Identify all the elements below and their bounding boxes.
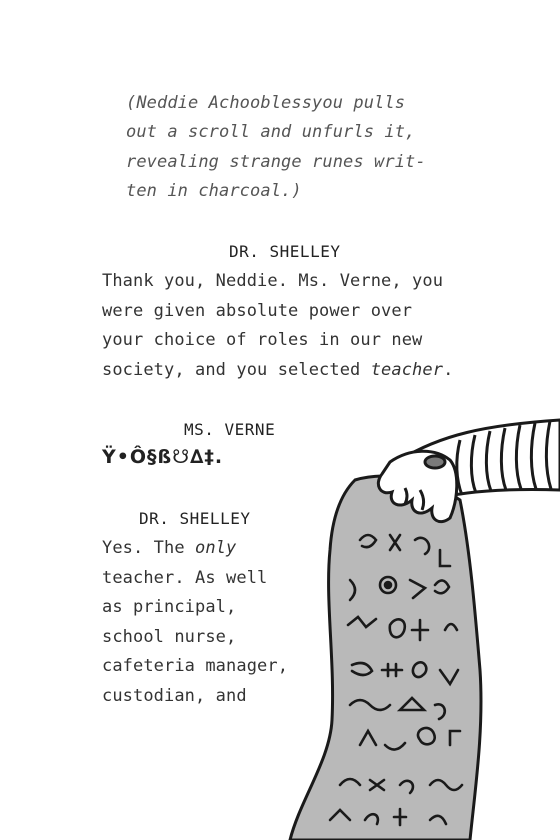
scroll-illustration (270, 400, 560, 840)
emphasis-word: teacher (370, 360, 444, 380)
speaker-name: DR. SHELLEY (139, 509, 251, 528)
dialog-line: as principal, (102, 597, 237, 617)
scroll-parchment (290, 476, 481, 840)
dialog-line: custodian, and (102, 686, 247, 706)
dialog-line: teacher. As well (102, 568, 268, 588)
speaker-name: MS. VERNE (184, 420, 276, 439)
dialog-line (102, 538, 236, 558)
rune-text: Ÿ•Ô§ß☋∆‡. (102, 446, 224, 468)
stage-direction-line: revealing strange runes writ- (126, 152, 426, 172)
dialog-text: . (443, 360, 454, 380)
stage-direction-line: (Neddie Achooblessyou pulls (126, 93, 406, 113)
stage-direction-line: out a scroll and unfurls it, (126, 122, 416, 142)
dialog-text: society, and you selected (102, 360, 371, 380)
dialog-text: Yes. The (102, 538, 196, 558)
dialog-line: your choice of roles in our new (102, 330, 423, 350)
dialog-line: school nurse, (102, 627, 237, 647)
dialog-line (102, 360, 453, 380)
dialog-line: cafeteria manager, (102, 656, 289, 676)
stage-direction-line: ten in charcoal.) (126, 181, 302, 201)
emphasis-word: only (195, 538, 237, 558)
dialog-line: Thank you, Neddie. Ms. Verne, you (102, 271, 444, 291)
speaker-name: DR. SHELLEY (229, 242, 341, 261)
dialog-line: were given absolute power over (102, 301, 413, 321)
